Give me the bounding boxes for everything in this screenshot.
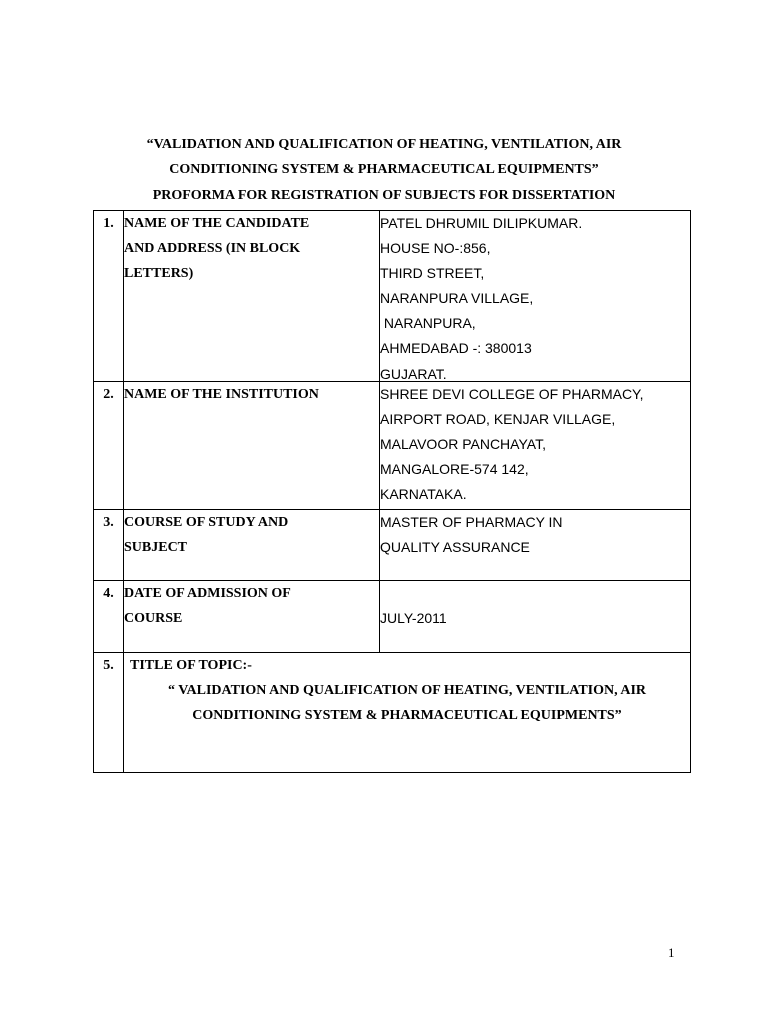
document-title-line-2: CONDITIONING SYSTEM & PHARMACEUTICAL EQUIPMENTS” <box>169 162 599 177</box>
value-line: SHREE DEVI COLLEGE OF PHARMACY, <box>380 386 644 402</box>
label-line: LETTERS) <box>124 266 194 281</box>
row-number: 3. <box>94 510 124 581</box>
table-row <box>94 581 691 653</box>
document-title-line-1: “VALIDATION AND QUALIFICATION OF HEATING, VENTILATION, AIR <box>146 137 622 152</box>
label-line: NAME OF THE CANDIDATE <box>124 216 310 231</box>
value-line: JULY-2011 <box>380 610 447 626</box>
value-line <box>380 581 690 606</box>
row-label <box>124 510 380 581</box>
row-number: 5. <box>94 653 124 773</box>
proforma-heading: PROFORMA FOR REGISTRATION OF SUBJECTS FOR DISSERTATION <box>152 188 616 203</box>
row-label <box>124 581 380 653</box>
value-line: MASTER OF PHARMACY IN <box>380 514 563 530</box>
row-label <box>124 211 380 382</box>
label-line: SUBJECT <box>124 540 188 555</box>
value-line: THIRD STREET, <box>380 265 485 281</box>
table-row-topic <box>94 653 691 773</box>
table-row <box>94 382 691 510</box>
value-line: MALAVOOR PANCHAYAT, <box>380 436 546 452</box>
row-number: 1. <box>94 211 124 382</box>
row-value <box>380 382 691 510</box>
value-line: NARANPURA, <box>380 315 476 331</box>
value-line: AHMEDABAD -: 380013 <box>380 340 532 356</box>
label-line: AND ADDRESS (IN BLOCK <box>124 241 301 256</box>
page-number: 1 <box>668 945 675 960</box>
row-number: 2. <box>94 382 124 510</box>
value-line: AIRPORT ROAD, KENJAR VILLAGE, <box>380 411 616 427</box>
label-line: COURSE OF STUDY AND <box>124 515 289 530</box>
value-line: NARANPURA VILLAGE, <box>380 290 534 306</box>
row-value <box>380 211 691 382</box>
row-number: 4. <box>94 581 124 653</box>
registration-form-table <box>93 210 691 773</box>
row-value <box>380 510 691 581</box>
topic-title-line-2: CONDITIONING SYSTEM & PHARMACEUTICAL EQUIPMENTS” <box>192 708 622 723</box>
topic-label: TITLE OF TOPIC:- <box>130 658 252 673</box>
value-line: MANGALORE-574 142, <box>380 461 529 477</box>
value-line: QUALITY ASSURANCE <box>380 539 530 555</box>
value-line: HOUSE NO-:856, <box>380 240 491 256</box>
value-line: PATEL DHRUMIL DILIPKUMAR. <box>380 215 583 231</box>
table-row <box>94 211 691 382</box>
label-line: COURSE <box>124 611 183 626</box>
label-line: DATE OF ADMISSION OF <box>124 586 291 601</box>
value-line: KARNATAKA. <box>380 486 467 502</box>
row-value <box>380 581 691 653</box>
topic-cell <box>124 653 691 773</box>
topic-title-line-1: “ VALIDATION AND QUALIFICATION OF HEATING, VENTILATION, AIR <box>167 683 647 698</box>
value-line: GUJARAT. <box>380 366 447 382</box>
table-row <box>94 510 691 581</box>
label-line: NAME OF THE INSTITUTION <box>124 387 319 402</box>
row-label <box>124 382 380 510</box>
